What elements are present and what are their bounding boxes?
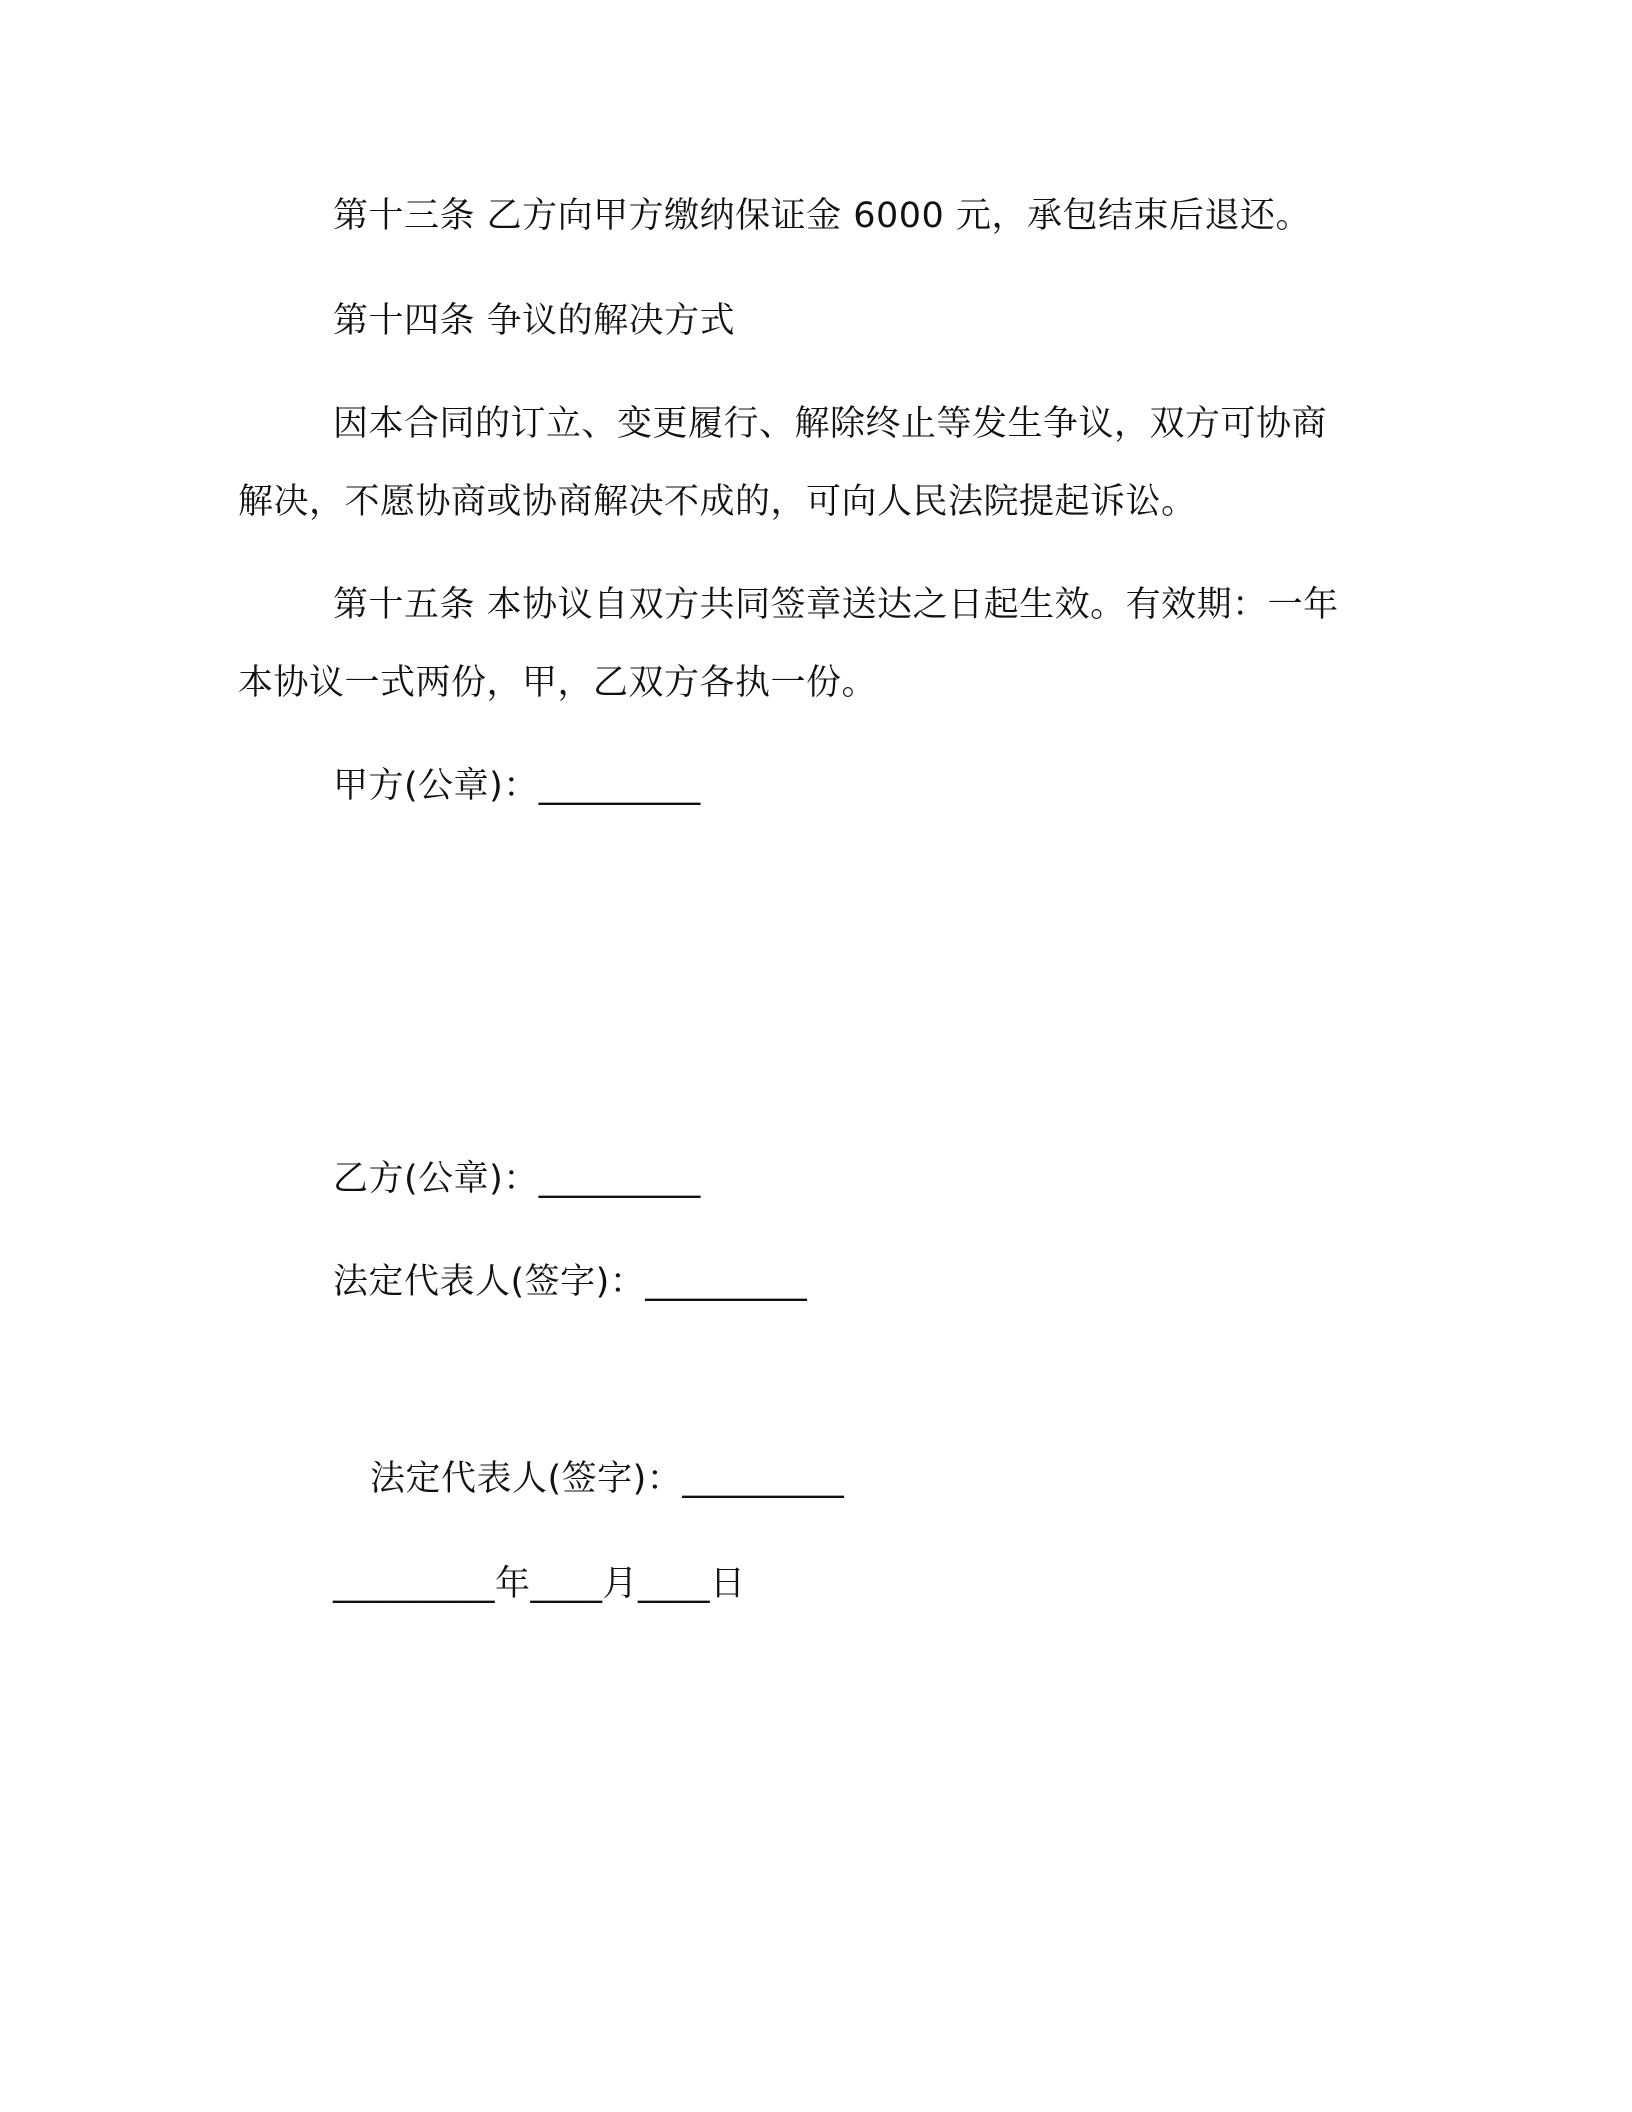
article-15-line-2: 本协议一式两份，甲，乙双方各执一份。 [238, 663, 878, 703]
article-15-line-1: 第十五条 本协议自双方共同签章送达之日起生效。有效期：一年 [333, 585, 1339, 625]
article-14-body-line-1: 因本合同的订立、变更履行、解除终止等发生争议，双方可协商 [333, 404, 1328, 444]
legal-representative-signature-1: 法定代表人(签字)：_________ [333, 1262, 808, 1302]
date-line: _________年____月____日 [333, 1564, 746, 1604]
party-a-seal-field: 甲方(公章)：_________ [333, 766, 701, 806]
article-13: 第十三条 乙方向甲方缴纳保证金 6000 元，承包结束后退还。 [333, 196, 1311, 236]
legal-representative-signature-2: 法定代表人(签字)：_________ [370, 1459, 845, 1499]
article-14-title: 第十四条 争议的解决方式 [333, 301, 736, 341]
article-14-body-line-2: 解决，不愿协商或协商解决不成的，可向人民法院提起诉讼。 [238, 482, 1197, 522]
party-b-seal-field: 乙方(公章)：_________ [333, 1159, 701, 1199]
